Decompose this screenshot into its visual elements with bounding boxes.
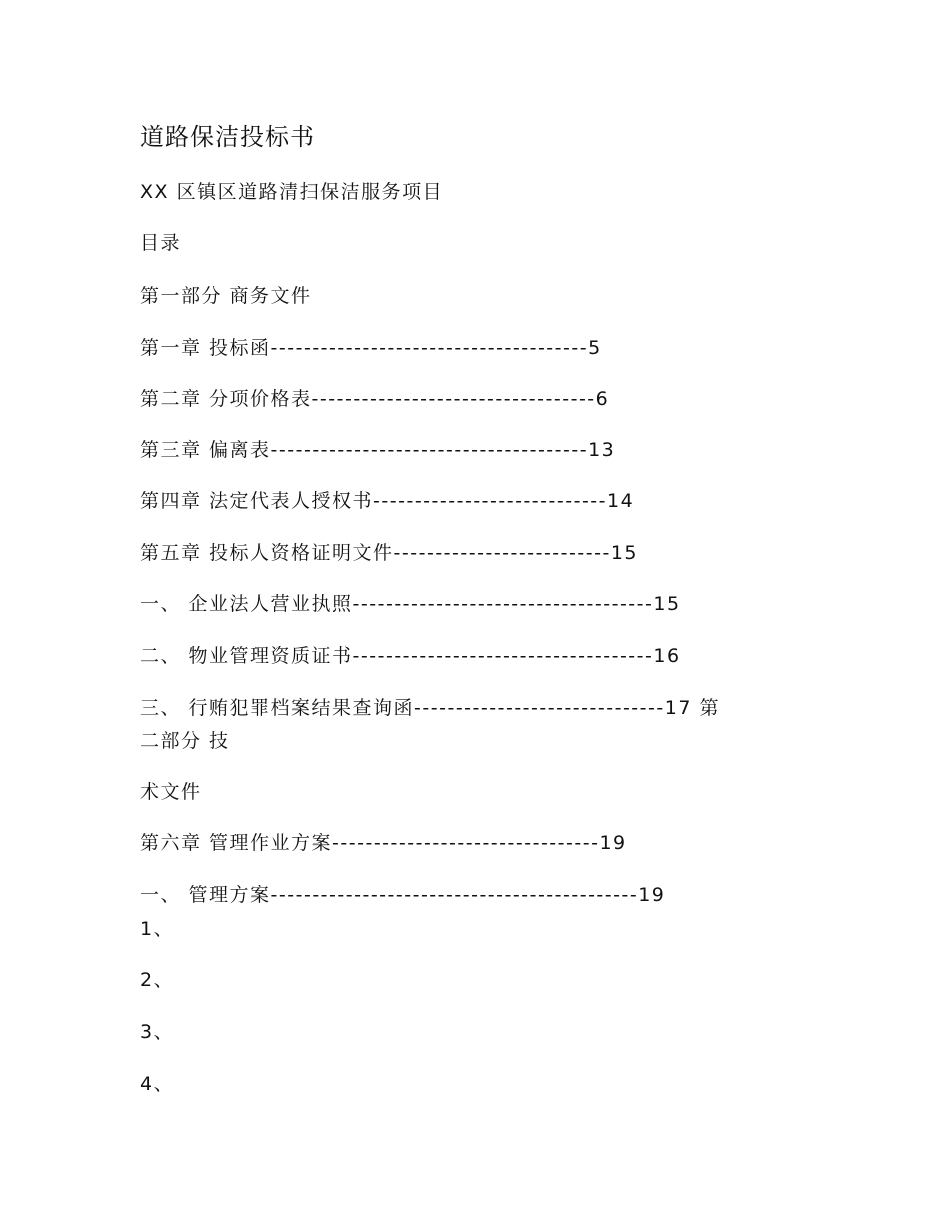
toc-entry-label: 一、 管理方案 bbox=[140, 884, 271, 906]
toc-entry-leader: -------------------------- bbox=[393, 542, 611, 564]
toc-entry-page: 15 bbox=[653, 593, 681, 615]
numbered-item: 4、 bbox=[140, 1073, 175, 1095]
toc-entry[interactable] bbox=[140, 438, 615, 462]
toc-entry-label: 第五章 投标人资格证明文件 bbox=[140, 542, 394, 564]
part1-heading: 第一部分 商务文件 bbox=[140, 285, 312, 307]
toc-entry-page: 17 第 bbox=[664, 697, 720, 719]
toc-entry[interactable] bbox=[140, 541, 638, 565]
toc-entry-leader: ------------------------------------ bbox=[352, 645, 654, 667]
toc-entry-page: 14 bbox=[607, 490, 635, 512]
toc-entry[interactable] bbox=[140, 883, 665, 907]
numbered-item: 3、 bbox=[140, 1021, 175, 1043]
toc-entry-leader: ---------------------------------- bbox=[311, 388, 596, 410]
toc-entry[interactable] bbox=[140, 696, 720, 720]
toc-entry-leader: -------------------------------------------- bbox=[270, 884, 639, 906]
toc-entry-leader: ------------------------------------ bbox=[352, 593, 654, 615]
toc-entry-label: 第三章 偏离表 bbox=[140, 439, 271, 461]
toc-entry[interactable] bbox=[140, 336, 602, 360]
toc-entry-leader: ---------------------------- bbox=[373, 490, 608, 512]
wrapped-part2-heading: 二部分 技 bbox=[140, 730, 230, 752]
toc-entry[interactable] bbox=[140, 387, 609, 411]
toc-entry-page: 19 bbox=[638, 884, 666, 906]
toc-entry[interactable] bbox=[140, 831, 627, 855]
toc-entry-leader: ------------------------------ bbox=[414, 697, 665, 719]
numbered-item: 1、 bbox=[140, 918, 175, 940]
toc-entry-page: 15 bbox=[610, 542, 638, 564]
toc-entry-label: 三、 行贿犯罪档案结果查询函 bbox=[140, 697, 415, 719]
toc-entry-page: 19 bbox=[599, 832, 627, 854]
toc-entry[interactable] bbox=[140, 592, 681, 616]
toc-entry-page: 5 bbox=[588, 337, 602, 359]
toc-entry-leader: -------------------------------------- bbox=[270, 337, 589, 359]
project-name: XX 区镇区道路清扫保洁服务项目 bbox=[140, 181, 444, 203]
numbered-item: 2、 bbox=[140, 969, 175, 991]
toc-entry[interactable] bbox=[140, 489, 634, 513]
toc-entry-page: 13 bbox=[588, 439, 616, 461]
toc-entry-label: 第六章 管理作业方案 bbox=[140, 832, 333, 854]
toc-entry-label: 第二章 分项价格表 bbox=[140, 388, 312, 410]
toc-entry-leader: -------------------------------- bbox=[332, 832, 600, 854]
toc-entry-leader: -------------------------------------- bbox=[270, 439, 589, 461]
toc-entry-label: 二、 物业管理资质证书 bbox=[140, 645, 353, 667]
toc-heading: 目录 bbox=[140, 232, 182, 254]
wrapped-part2-heading: 术文件 bbox=[140, 781, 202, 803]
toc-entry[interactable] bbox=[140, 644, 681, 668]
toc-entry-page: 6 bbox=[595, 388, 610, 410]
toc-entry-label: 第一章 投标函 bbox=[140, 337, 271, 359]
toc-entry-page: 16 bbox=[653, 645, 681, 667]
doc-title: 道路保洁投标书 bbox=[140, 123, 315, 151]
toc-entry-label: 第四章 法定代表人授权书 bbox=[140, 490, 374, 512]
toc-entry-label: 一、 企业法人营业执照 bbox=[140, 593, 353, 615]
